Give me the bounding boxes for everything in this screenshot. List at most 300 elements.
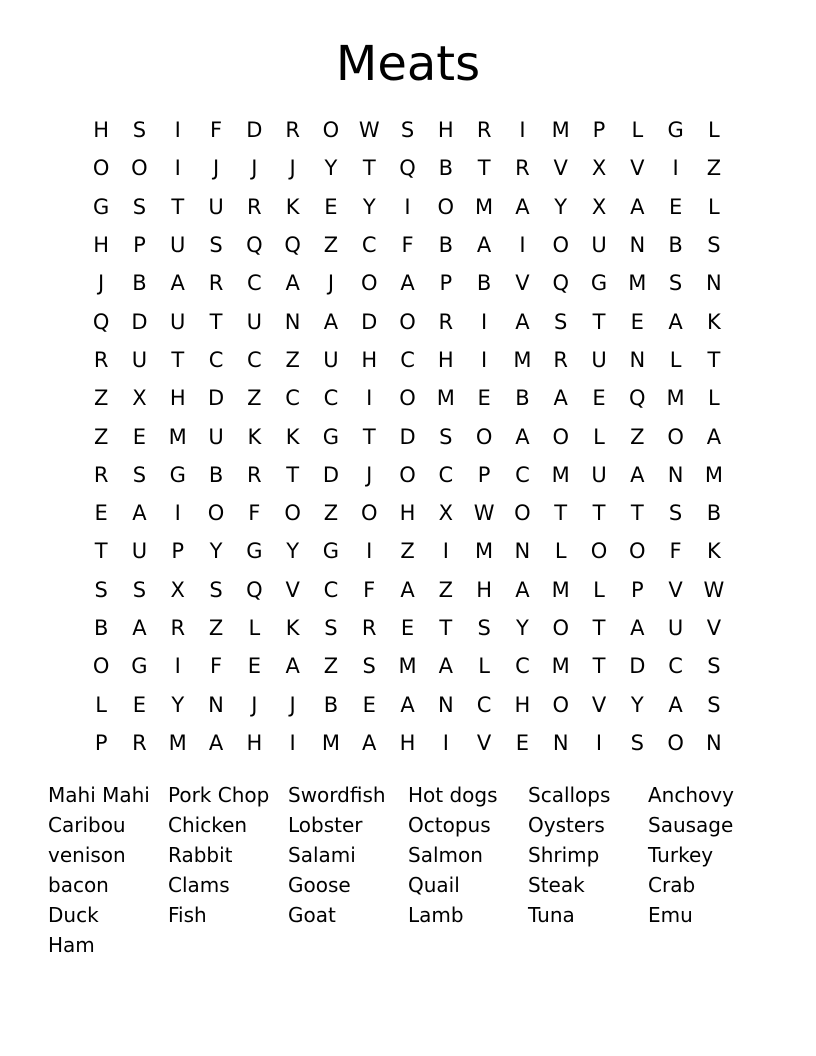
grid-row	[82, 724, 733, 762]
grid-letter: T	[94, 539, 108, 564]
grid-letter: O	[207, 501, 225, 526]
grid-letter: S	[209, 233, 223, 258]
grid-letter: Y	[362, 194, 376, 219]
grid-letter: E	[132, 424, 147, 449]
grid-letter: T	[439, 616, 453, 640]
grid-letter: T	[171, 194, 185, 219]
grid-letter: H	[437, 118, 454, 143]
grid-row	[82, 149, 733, 187]
grid-letter: T	[592, 501, 606, 526]
grid-letter: N	[629, 347, 646, 372]
word-list-item: Pork Chop	[168, 783, 270, 807]
grid-letter: S	[132, 194, 147, 219]
grid-letter: I	[519, 118, 526, 143]
grid-letter: Z	[323, 501, 339, 526]
grid-letter: R	[476, 118, 492, 143]
letter-grid	[82, 111, 733, 762]
grid-letter: S	[132, 462, 147, 487]
grid-letter: A	[630, 194, 645, 219]
grid-letter: I	[481, 347, 488, 372]
grid-letter: T	[554, 501, 568, 526]
grid-letter: U	[591, 462, 607, 487]
grid-letter: O	[629, 539, 646, 564]
grid-letter: W	[703, 577, 725, 602]
grid-letter: J	[251, 156, 258, 181]
grid-letter: Q	[552, 271, 569, 296]
grid-letter: A	[706, 424, 722, 449]
page-title: Meats	[335, 36, 481, 92]
word-list-item: Salmon	[408, 843, 483, 867]
grid-letter: Z	[438, 577, 454, 602]
grid-letter: F	[209, 118, 223, 143]
grid-letter: Z	[93, 424, 109, 449]
grid-letter: X	[591, 156, 607, 181]
grid-letter: T	[209, 309, 223, 334]
grid-letter: Z	[400, 539, 415, 564]
grid-letter: O	[360, 501, 378, 526]
grid-letter: N	[706, 271, 722, 296]
grid-row	[82, 379, 733, 417]
grid-letter: E	[247, 654, 261, 679]
grid-row	[82, 685, 733, 723]
grid-letter: B	[438, 156, 454, 181]
grid-letter: D	[399, 424, 416, 449]
word-list-item: Goat	[288, 903, 336, 927]
grid-letter: O	[552, 692, 569, 717]
grid-letter: B	[132, 271, 147, 296]
grid-letter: I	[442, 730, 449, 755]
grid-letter: U	[208, 424, 224, 449]
grid-letter: N	[284, 309, 301, 334]
grid-letter: W	[473, 501, 495, 526]
word-list-item: Fish	[168, 903, 207, 927]
grid-letter: X	[438, 501, 454, 526]
word-list-item: Rabbit	[168, 843, 233, 867]
grid-row	[82, 341, 733, 379]
word-list-item: Ham	[48, 933, 95, 957]
grid-letter: P	[133, 233, 146, 258]
grid-row	[82, 494, 733, 532]
grid-letter: C	[400, 347, 415, 372]
grid-letter: H	[93, 233, 110, 258]
grid-letter: T	[592, 654, 606, 679]
grid-letter: V	[591, 692, 607, 717]
grid-letter: S	[362, 654, 376, 679]
grid-letter: K	[285, 194, 300, 219]
grid-letter: M	[551, 654, 570, 679]
grid-letter: B	[208, 462, 224, 487]
grid-letter: S	[439, 424, 453, 449]
grid-letter: E	[668, 194, 683, 219]
grid-letter: O	[437, 194, 455, 219]
grid-letter: A	[668, 309, 683, 334]
grid-letter: S	[400, 118, 415, 143]
word-list-item: Emu	[648, 903, 693, 927]
grid-letter: L	[95, 692, 107, 717]
grid-letter: U	[170, 309, 186, 334]
grid-letter: Q	[246, 233, 263, 258]
grid-row	[82, 647, 733, 685]
grid-letter: R	[170, 616, 186, 640]
word-list-item: Goose	[288, 873, 351, 897]
grid-letter: L	[708, 194, 720, 219]
grid-letter: U	[667, 616, 684, 640]
grid-letter: M	[321, 730, 340, 755]
grid-letter: R	[208, 271, 224, 296]
word-list-item: Scallops	[528, 783, 611, 807]
grid-letter: A	[515, 577, 530, 602]
grid-letter: C	[476, 692, 492, 717]
grid-letter: G	[93, 194, 110, 219]
grid-letter: D	[629, 654, 646, 679]
grid-letter: K	[707, 539, 721, 564]
grid-letter: V	[515, 271, 530, 296]
grid-letter: G	[322, 424, 340, 449]
grid-letter: M	[666, 386, 685, 411]
word-list-item: Anchovy	[648, 783, 734, 807]
grid-letter: N	[706, 730, 722, 755]
grid-letter: G	[131, 654, 148, 679]
grid-letter: A	[630, 616, 645, 640]
grid-letter: R	[515, 156, 530, 181]
grid-letter: W	[358, 118, 380, 143]
grid-letter: C	[438, 462, 454, 487]
grid-letter: O	[92, 156, 110, 181]
grid-letter: Z	[630, 424, 645, 449]
grid-letter: H	[476, 577, 493, 602]
grid-letter: P	[592, 118, 606, 143]
grid-letter: O	[360, 271, 378, 296]
grid-letter: A	[515, 309, 530, 334]
grid-letter: B	[668, 233, 683, 258]
grid-letter: N	[667, 462, 684, 487]
grid-letter: S	[554, 309, 568, 334]
grid-letter: M	[475, 539, 494, 564]
grid-letter: P	[171, 539, 185, 564]
grid-letter: U	[170, 233, 186, 258]
grid-letter: I	[442, 539, 449, 564]
grid-letter: T	[592, 309, 606, 334]
grid-letter: Q	[284, 233, 301, 258]
grid-letter: A	[323, 309, 339, 334]
grid-letter: L	[669, 347, 682, 372]
grid-letter: Y	[286, 539, 300, 564]
grid-letter: H	[437, 347, 454, 372]
grid-letter: L	[478, 654, 490, 679]
grid-letter: P	[94, 730, 108, 755]
grid-letter: O	[322, 118, 340, 143]
grid-letter: A	[208, 730, 224, 755]
grid-letter: C	[208, 347, 224, 372]
grid-letter: M	[551, 118, 570, 143]
grid-letter: A	[285, 654, 300, 679]
grid-letter: N	[552, 730, 569, 755]
grid-letter: M	[551, 577, 570, 602]
grid-letter: I	[174, 156, 181, 181]
grid-row	[82, 111, 733, 149]
grid-letter: I	[289, 730, 296, 755]
grid-letter: L	[248, 616, 261, 640]
grid-letter: R	[132, 730, 147, 755]
grid-letter: H	[169, 386, 186, 411]
grid-letter: N	[514, 539, 531, 564]
grid-letter: B	[476, 271, 492, 296]
grid-letter: A	[400, 577, 415, 602]
grid-letter: B	[438, 233, 454, 258]
grid-letter: I	[481, 309, 488, 334]
grid-letter: U	[591, 233, 607, 258]
grid-letter: M	[628, 271, 647, 296]
word-list-item: Octopus	[408, 813, 491, 837]
grid-letter: M	[168, 730, 187, 755]
grid-letter: K	[247, 424, 262, 449]
grid-letter: D	[322, 462, 340, 487]
grid-letter: S	[668, 271, 683, 296]
grid-letter: M	[551, 462, 570, 487]
grid-letter: R	[247, 194, 262, 219]
grid-letter: Z	[93, 386, 109, 411]
grid-letter: H	[399, 501, 416, 526]
grid-letter: O	[131, 156, 148, 181]
grid-letter: N	[208, 692, 224, 717]
grid-letter: O	[552, 233, 569, 258]
grid-letter: S	[94, 577, 108, 602]
word-list-item: Lamb	[408, 903, 464, 927]
word-list-item: Quail	[408, 873, 460, 897]
grid-letter: M	[475, 194, 494, 219]
grid-letter: L	[631, 118, 644, 143]
grid-letter: E	[132, 692, 147, 717]
grid-letter: J	[251, 692, 258, 717]
grid-letter: P	[439, 271, 453, 296]
grid-letter: D	[246, 118, 263, 143]
grid-letter: K	[707, 309, 721, 334]
grid-letter: S	[132, 118, 147, 143]
grid-letter: U	[246, 309, 263, 334]
grid-letter: E	[630, 309, 644, 334]
grid-row	[82, 302, 733, 340]
grid-letter: R	[93, 462, 109, 487]
grid-letter: A	[515, 424, 530, 449]
word-list-item: Caribou	[48, 813, 126, 837]
grid-letter: S	[668, 501, 683, 526]
grid-letter: E	[477, 386, 491, 411]
grid-letter: A	[400, 692, 415, 717]
grid-row	[82, 226, 733, 264]
grid-letter: Z	[323, 654, 339, 679]
grid-letter: O	[399, 309, 416, 334]
grid-letter: G	[590, 271, 608, 296]
grid-row	[82, 571, 733, 609]
grid-letter: I	[672, 156, 679, 181]
grid-letter: R	[438, 309, 454, 334]
grid-letter: I	[595, 730, 603, 755]
word-list-item: Crab	[648, 873, 696, 897]
grid-letter: A	[553, 386, 568, 411]
grid-letter: J	[366, 462, 373, 487]
word-list-item: Hot dogs	[408, 783, 498, 807]
grid-letter: X	[591, 194, 607, 219]
word-list-item: Swordfish	[288, 783, 386, 807]
grid-letter: K	[285, 616, 300, 640]
grid-letter: A	[668, 692, 683, 717]
grid-letter: A	[132, 616, 147, 640]
grid-letter: T	[477, 156, 491, 181]
grid-letter: O	[552, 616, 569, 640]
grid-letter: S	[630, 730, 644, 755]
grid-letter: J	[212, 156, 220, 181]
grid-letter: Y	[324, 156, 338, 181]
grid-letter: F	[363, 577, 376, 602]
grid-row	[82, 609, 733, 647]
grid-letter: A	[170, 271, 185, 296]
grid-letter: E	[400, 616, 415, 640]
grid-letter: L	[708, 386, 720, 411]
grid-letter: E	[94, 501, 108, 526]
grid-letter: V	[476, 730, 492, 755]
grid-letter: O	[399, 386, 416, 411]
grid-letter: A	[476, 233, 492, 258]
grid-letter: C	[361, 233, 377, 258]
grid-letter: C	[247, 347, 262, 372]
grid-letter: I	[366, 386, 373, 411]
grid-letter: Q	[246, 577, 263, 602]
grid-letter: S	[477, 616, 491, 640]
grid-letter: C	[323, 386, 339, 411]
grid-letter: Z	[247, 386, 262, 411]
grid-letter: D	[207, 386, 225, 411]
grid-letter: U	[131, 539, 148, 564]
grid-letter: O	[590, 539, 608, 564]
word-list-item: Clams	[168, 873, 230, 897]
grid-letter: F	[669, 539, 682, 564]
grid-letter: H	[361, 347, 378, 372]
grid-letter: A	[438, 654, 453, 679]
grid-letter: P	[477, 462, 491, 487]
grid-letter: S	[324, 616, 338, 640]
grid-letter: U	[208, 194, 224, 219]
grid-letter: R	[93, 347, 109, 372]
grid-row	[82, 456, 733, 494]
grid-letter: H	[514, 692, 531, 717]
grid-letter: K	[285, 424, 300, 449]
grid-letter: A	[400, 271, 415, 296]
word-list-item: venison	[48, 843, 126, 867]
grid-letter: T	[592, 616, 606, 640]
grid-letter: O	[284, 501, 301, 526]
grid-letter: Z	[323, 233, 339, 258]
grid-letter: I	[174, 501, 181, 526]
grid-letter: X	[132, 386, 147, 411]
word-list-item: Shrimp	[528, 843, 600, 867]
grid-letter: I	[404, 194, 411, 219]
grid-letter: B	[323, 692, 339, 717]
grid-letter: L	[593, 424, 605, 449]
grid-letter: O	[514, 501, 531, 526]
grid-letter: Z	[285, 347, 300, 372]
grid-letter: R	[247, 462, 262, 487]
grid-letter: E	[592, 386, 606, 411]
grid-letter: S	[707, 654, 721, 679]
grid-letter: Y	[209, 539, 223, 564]
grid-letter: Y	[630, 692, 644, 717]
grid-letter: O	[475, 424, 493, 449]
grid-letter: L	[708, 118, 720, 143]
grid-letter: A	[362, 730, 377, 755]
grid-letter: V	[553, 156, 568, 181]
grid-letter: S	[707, 692, 721, 717]
grid-letter: A	[132, 501, 147, 526]
word-list-item: Steak	[528, 873, 585, 897]
grid-letter: S	[132, 577, 147, 602]
grid-letter: V	[630, 156, 645, 181]
grid-letter: C	[668, 654, 683, 679]
word-list-item: Lobster	[288, 813, 363, 837]
grid-letter: I	[366, 539, 373, 564]
grid-letter: Y	[554, 194, 568, 219]
grid-letter: G	[322, 539, 340, 564]
grid-letter: B	[93, 616, 109, 640]
grid-letter: J	[98, 271, 105, 296]
grid-letter: B	[706, 501, 722, 526]
grid-letter: Z	[208, 616, 224, 640]
grid-letter: Q	[399, 156, 416, 181]
grid-letter: P	[630, 577, 644, 602]
grid-letter: A	[285, 271, 300, 296]
grid-letter: H	[399, 730, 416, 755]
grid-letter: J	[289, 156, 296, 181]
grid-letter: U	[323, 347, 339, 372]
grid-letter: X	[170, 577, 185, 602]
grid-letter: V	[668, 577, 683, 602]
grid-letter: U	[591, 347, 607, 372]
grid-letter: C	[515, 654, 530, 679]
grid-letter: O	[399, 462, 416, 487]
grid-letter: E	[362, 692, 376, 717]
grid-letter: L	[593, 577, 605, 602]
word-list	[48, 780, 768, 960]
word-list-item: Turkey	[648, 843, 714, 867]
grid-letter: G	[246, 539, 263, 564]
grid-letter: F	[401, 233, 414, 258]
grid-letter: I	[174, 118, 181, 143]
grid-letter: N	[629, 233, 646, 258]
grid-letter: Y	[171, 692, 185, 717]
grid-letter: T	[707, 347, 721, 372]
grid-letter: D	[361, 309, 378, 334]
grid-letter: T	[630, 501, 644, 526]
word-list-item: bacon	[48, 873, 109, 897]
grid-letter: V	[706, 616, 722, 640]
word-list-item: Chicken	[168, 813, 248, 837]
grid-letter: C	[247, 271, 262, 296]
grid-letter: O	[667, 424, 684, 449]
grid-row	[82, 532, 733, 570]
grid-letter: V	[285, 577, 300, 602]
grid-letter: A	[630, 462, 645, 487]
grid-letter: Y	[516, 616, 529, 640]
grid-letter: M	[513, 347, 532, 372]
grid-letter: J	[289, 692, 296, 717]
grid-letter: M	[704, 462, 723, 487]
grid-letter: U	[131, 347, 148, 372]
grid-letter: R	[361, 616, 377, 640]
word-list-item: Mahi Mahi	[48, 783, 150, 807]
grid-letter: J	[327, 271, 335, 296]
grid-letter: I	[519, 233, 526, 258]
word-list-item: Tuna	[528, 903, 575, 927]
grid-letter: Z	[706, 156, 722, 181]
